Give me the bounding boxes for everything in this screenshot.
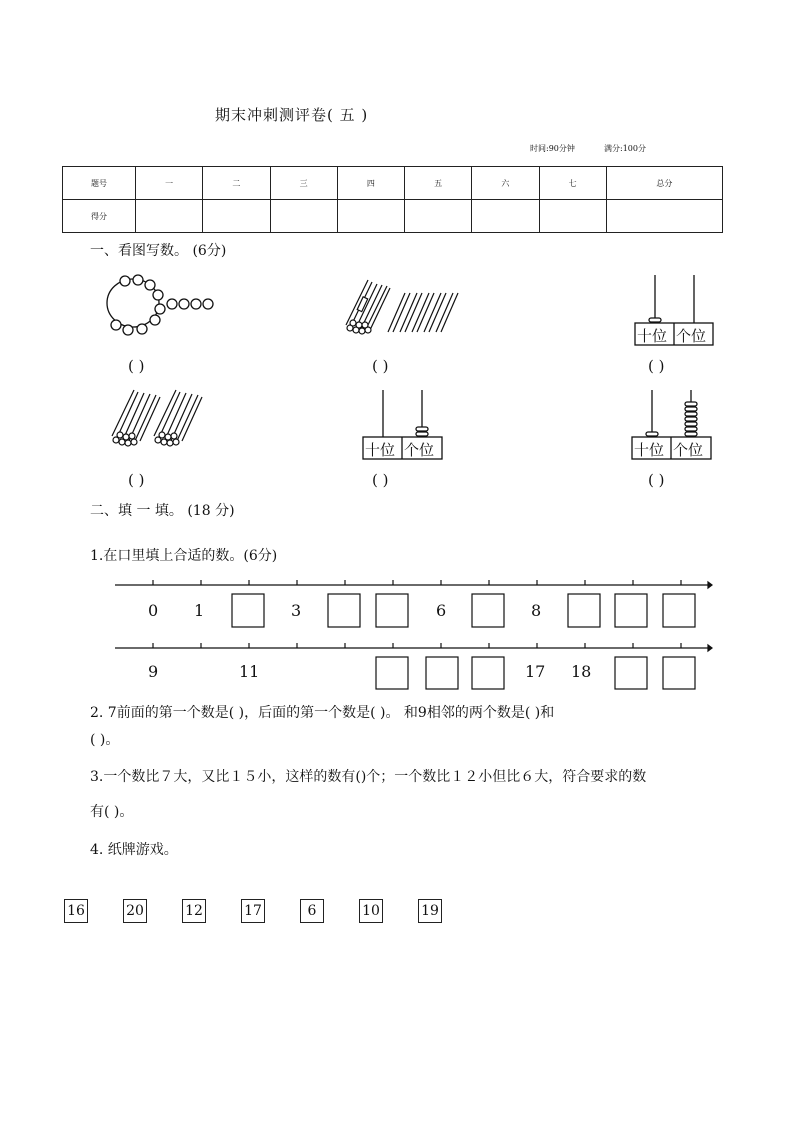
score-row-label: 得分	[63, 200, 136, 233]
number-line-label: 6	[436, 601, 447, 620]
table-header-cell: 一	[136, 167, 203, 200]
table-header-cell: 七	[539, 167, 606, 200]
number-line-label: 8	[531, 601, 542, 620]
exam-time: 时间:90分钟	[530, 144, 575, 153]
section1-title: 一、看图写数。 (6分)	[90, 243, 227, 259]
question-1-text: 1.在口里填上合适的数。(6分)	[90, 548, 278, 564]
number-card[interactable]: 17	[241, 899, 265, 923]
tens-label: 十位	[634, 441, 665, 459]
ones-label: 个位	[673, 441, 704, 459]
table-header-cell: 题号	[63, 167, 136, 200]
answer-blank[interactable]: ( )	[372, 471, 389, 489]
question-2-line1: 2. 7前面的第一个数是( )，后面的第一个数是( )。 和9相邻的两个数是( )和	[90, 705, 555, 721]
question-3-line1: 3.一个数比７大，又比１５小，这样的数有()个；一个数比１２小但比６大，符合要求的数	[90, 769, 647, 785]
number-card[interactable]: 12	[182, 899, 206, 923]
table-header-cell: 二	[203, 167, 270, 200]
answer-box	[376, 657, 408, 689]
number-card[interactable]: 16	[64, 899, 88, 923]
table-header-cell: 五	[405, 167, 472, 200]
number-line-label: 0	[148, 601, 159, 620]
answer-box	[472, 657, 504, 689]
number-line-label: 9	[148, 662, 159, 681]
answer-box	[376, 594, 408, 627]
ones-label: 个位	[676, 327, 707, 345]
number-line-1	[115, 580, 712, 588]
number-line-label: 3	[291, 601, 302, 620]
section2-title: 二、填 一 填。 (18 分)	[90, 503, 235, 519]
table-header-cell: 六	[472, 167, 539, 200]
answer-blank[interactable]: ( )	[128, 357, 145, 375]
answer-blank[interactable]: ( )	[648, 471, 665, 489]
number-line-label: 17	[525, 662, 546, 681]
answer-blank[interactable]: ( )	[372, 357, 389, 375]
answer-box	[328, 594, 360, 627]
number-line-label: 18	[571, 662, 592, 681]
tens-label: 十位	[637, 327, 668, 345]
number-line-2	[115, 643, 712, 651]
number-card[interactable]: 20	[123, 899, 147, 923]
table-header-cell: 三	[270, 167, 337, 200]
answer-box	[568, 594, 600, 627]
number-line-label: 1	[194, 601, 205, 620]
number-line-label: 11	[239, 662, 260, 681]
page-title: 期末冲刺测评卷( 五 )	[215, 106, 369, 124]
answer-box	[472, 594, 504, 627]
table-header-cell: 四	[337, 167, 404, 200]
answer-box	[663, 657, 695, 689]
number-card[interactable]: 19	[418, 899, 442, 923]
answer-box	[615, 657, 647, 689]
question-4-text: 4. 纸牌游戏。	[90, 842, 178, 858]
table-header-cell: 总分	[606, 167, 722, 200]
answer-box	[663, 594, 695, 627]
number-line-1-boxes	[232, 594, 695, 627]
question-3-line2: 有( )。	[90, 804, 134, 820]
answer-blank[interactable]: ( )	[128, 471, 145, 489]
tens-label: 十位	[365, 441, 396, 459]
full-score: 满分:100分	[604, 144, 646, 153]
number-card[interactable]: 10	[359, 899, 383, 923]
answer-box	[232, 594, 264, 627]
number-card[interactable]: 6	[300, 899, 324, 923]
answer-blank[interactable]: ( )	[648, 357, 665, 375]
ones-label: 个位	[404, 441, 435, 459]
question-2-line2: ( )。	[90, 732, 120, 748]
answer-box	[426, 657, 458, 689]
answer-box	[615, 594, 647, 627]
